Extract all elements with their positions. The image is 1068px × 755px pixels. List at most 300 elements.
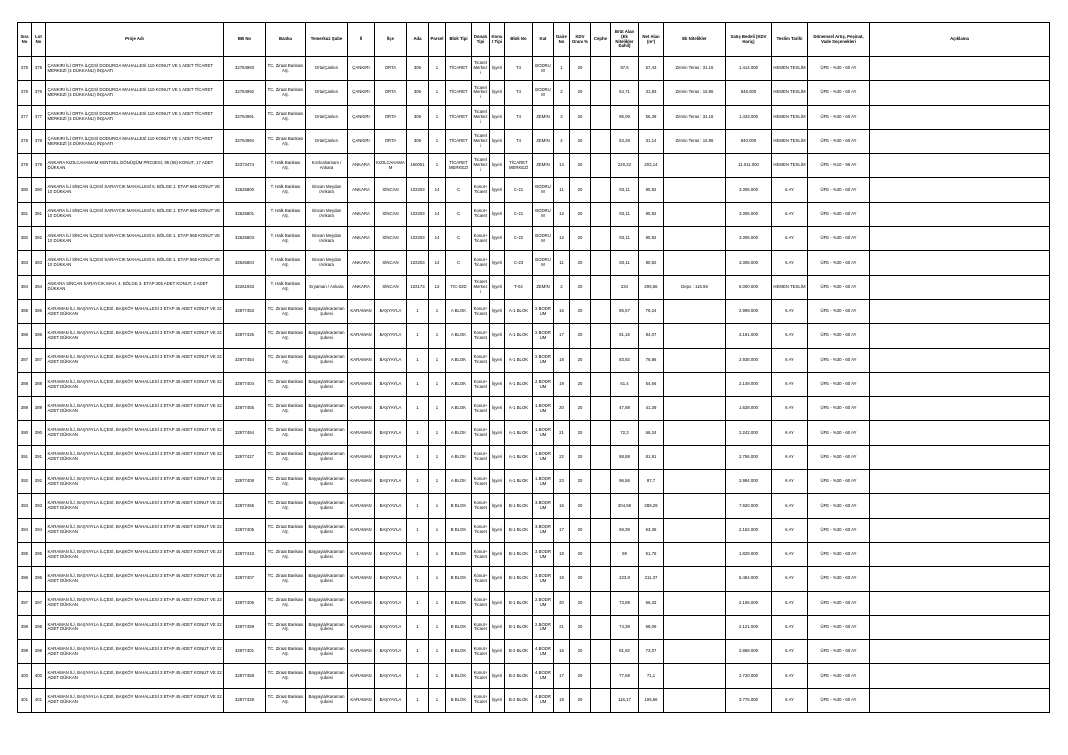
table-cell: Orta/Çankırı — [306, 129, 348, 153]
table-cell — [870, 421, 1050, 445]
table-cell: 380 — [32, 178, 46, 202]
table-cell — [870, 567, 1050, 591]
table-cell — [664, 227, 726, 251]
table-cell: SİNCAN — [375, 227, 407, 251]
table-cell — [591, 178, 611, 202]
table-cell: ÜFE - %30 - 60 AY — [808, 664, 870, 688]
table-cell: KARAMAN — [348, 518, 375, 542]
table-body — [18, 57, 1050, 713]
table-cell — [870, 227, 1050, 251]
table-cell: B BLOK — [446, 518, 472, 542]
table-cell: Başyayla/Karaman şubesi — [306, 494, 348, 518]
table-cell: KARAMAN — [348, 494, 375, 518]
table-cell: ZEMİN — [533, 129, 554, 153]
table-cell: 5.484.000 — [726, 567, 772, 591]
table-cell: 41,39 — [639, 397, 664, 421]
table-cell: Konut+ Ticaret — [472, 299, 490, 323]
table-cell — [870, 688, 1050, 712]
table-cell: 20 — [570, 57, 591, 81]
table-cell: T. Halk Bankası AŞ. — [266, 178, 306, 202]
table-cell: 32877404 — [224, 372, 266, 396]
table-cell: 1 — [429, 81, 446, 105]
table-cell: ÇANKIRI — [348, 57, 375, 81]
table-cell: ANKARA — [348, 202, 375, 226]
table-cell: ÜFE - %30 - 60 AY — [808, 57, 870, 81]
table-cell — [591, 591, 611, 615]
table-cell: KARAMAN — [348, 567, 375, 591]
table-cell: 304,59 — [611, 494, 639, 518]
table-cell: 6 AY — [772, 227, 808, 251]
table-cell: 106,56 — [639, 688, 664, 712]
table-cell — [870, 615, 1050, 639]
column-header: Satış Bedeli (KDV Hariç) — [726, 23, 772, 57]
table-cell: 393 — [18, 494, 32, 518]
column-header: Lot No — [32, 23, 46, 57]
table-cell: T. Halk Bankası AŞ. — [266, 202, 306, 226]
table-cell: 2.BODRUM — [533, 348, 554, 372]
table-cell: 385 — [18, 299, 32, 323]
table-cell: 1 — [429, 421, 446, 445]
table-cell: BAŞYAYLA — [375, 518, 407, 542]
table-cell: B BLOK — [446, 688, 472, 712]
table-row — [18, 129, 1050, 153]
table-row — [18, 178, 1050, 202]
table-cell: 396 — [32, 567, 46, 591]
table-cell: 6 AY — [772, 494, 808, 518]
table-cell: KARAMAN — [348, 324, 375, 348]
table-cell: 16 — [554, 640, 570, 664]
table-cell: 84,07 — [639, 324, 664, 348]
table-cell — [591, 518, 611, 542]
table-cell: 6 AY — [772, 591, 808, 615]
table-cell: B-1 BLOK — [505, 615, 533, 639]
table-cell: 80,82 — [639, 251, 664, 275]
table-cell: 2.149.000 — [726, 372, 772, 396]
table-cell: Ticaret Merkezi — [472, 275, 490, 299]
table-cell: Konut+ Ticaret — [472, 664, 490, 688]
table-cell: ÜFE - %30 - 60 AY — [808, 324, 870, 348]
table-cell: 4.BODRUM — [533, 640, 554, 664]
table-cell: ANKARA — [348, 275, 375, 299]
table-cell: 1 — [407, 688, 429, 712]
table-cell: T4 — [505, 81, 533, 105]
table-cell: 20 — [570, 105, 591, 129]
table-cell: İşyeri — [490, 688, 505, 712]
table-cell: 392 — [32, 470, 46, 494]
table-cell: 102203 — [407, 202, 429, 226]
table-cell: Başyayla/Karaman şubesi — [306, 372, 348, 396]
table-cell: 1 — [407, 372, 429, 396]
table-row — [18, 615, 1050, 639]
table-cell: 11 — [554, 251, 570, 275]
project-name-cell: KARAMAN İLİ, BAŞYAYLA İLÇESİ, BAŞKÖY MAHALLESİ 3 ETAP 45 ADET KONUT VE 22 ADET DÜKKAN — [46, 518, 224, 542]
table-cell: BAŞYAYLA — [375, 299, 407, 323]
table-cell: 1 — [407, 567, 429, 591]
table-cell: 1 — [429, 348, 446, 372]
table-cell: Konut+ Ticaret — [472, 324, 490, 348]
table-cell: 1 — [429, 615, 446, 639]
table-cell: 234 — [611, 275, 639, 299]
table-row — [18, 81, 1050, 105]
table-cell: 20 — [570, 372, 591, 396]
column-header: Cephe — [591, 23, 611, 57]
table-cell: 97,6 — [611, 57, 639, 81]
table-row — [18, 518, 1050, 542]
table-cell: 1.BODRUM — [533, 421, 554, 445]
table-cell — [664, 591, 726, 615]
table-cell: 20 — [570, 445, 591, 469]
table-cell: SİNCAN — [375, 178, 407, 202]
table-cell: A BLOK — [446, 445, 472, 469]
table-cell: 81,81 — [639, 445, 664, 469]
table-cell: C — [446, 202, 472, 226]
table-cell: 1 — [429, 664, 446, 688]
project-name-cell: KARAMAN İLİ, BAŞYAYLA İLÇESİ, BAŞKÖY MAHALLESİ 3 ETAP 45 ADET KONUT VE 22 ADET DÜKKAN — [46, 591, 224, 615]
table-cell: BAŞYAYLA — [375, 372, 407, 396]
table-cell: 206,56 — [639, 275, 664, 299]
table-cell: 76,24 — [639, 299, 664, 323]
table-cell: 20 — [570, 348, 591, 372]
table-cell: A BLOK — [446, 299, 472, 323]
table-cell: 1 — [429, 154, 446, 178]
table-cell: 2.BODRUM — [533, 372, 554, 396]
table-cell: Konut+ Ticaret — [472, 470, 490, 494]
table-cell: 54,71 — [611, 81, 639, 105]
table-cell: İşyeri — [490, 202, 505, 226]
table-cell: 202,14 — [639, 154, 664, 178]
table-cell — [591, 494, 611, 518]
table-cell: 6 AY — [772, 372, 808, 396]
table-cell: 21 — [554, 615, 570, 639]
project-name-cell: KARAMAN İLİ, BAŞYAYLA İLÇESİ, BAŞKÖY MAHALLESİ 3 ETAP 45 ADET KONUT VE 22 ADET DÜKKAN — [46, 615, 224, 639]
table-cell: HEMEN TESLİM — [772, 275, 808, 299]
table-cell: 102203 — [407, 227, 429, 251]
table-cell: Zemin Teras : 31.16 — [664, 57, 726, 81]
table-cell: 32877455 — [224, 397, 266, 421]
table-cell: 22 — [554, 445, 570, 469]
table-cell: 20 — [570, 518, 591, 542]
table-cell: 1 — [407, 348, 429, 372]
table-cell: Başyayla/Karaman şubesi — [306, 542, 348, 566]
table-cell: 6 AY — [772, 470, 808, 494]
table-cell: 6 AY — [772, 178, 808, 202]
table-cell: 381 — [32, 202, 46, 226]
table-cell — [664, 518, 726, 542]
table-cell: C-23 — [505, 251, 533, 275]
table-cell: TC. Ziraat Bankası AŞ. — [266, 372, 306, 396]
table-cell: 63,36 — [639, 518, 664, 542]
table-cell — [591, 470, 611, 494]
table-cell: 2.106.000 — [726, 591, 772, 615]
table-cell: T4 — [505, 57, 533, 81]
table-cell: 31,83 — [639, 81, 664, 105]
table-cell: HEMEN TESLİM — [772, 105, 808, 129]
table-cell: BAŞYAYLA — [375, 567, 407, 591]
table-cell: 840.000 — [726, 129, 772, 153]
table-cell: Eryaman / Ankara — [306, 275, 348, 299]
table-cell: ÜFE - %30 - 60 AY — [808, 470, 870, 494]
table-cell: 400 — [32, 664, 46, 688]
table-cell: 6 AY — [772, 615, 808, 639]
table-cell: 80,82 — [639, 178, 664, 202]
table-cell: 1 — [429, 372, 446, 396]
table-cell: Başyayla/Karaman şubesi — [306, 567, 348, 591]
table-cell: 13 — [429, 275, 446, 299]
table-cell: BAŞYAYLA — [375, 494, 407, 518]
table-cell: KARAMAN — [348, 615, 375, 639]
table-cell: İşyeri — [490, 227, 505, 251]
table-cell: TC. Ziraat Bankası AŞ. — [266, 299, 306, 323]
table-cell: KARAMAN — [348, 664, 375, 688]
table-cell: 6 AY — [772, 397, 808, 421]
table-cell: Zemin Teras : 15.96 — [664, 81, 726, 105]
column-header: Parsel — [429, 23, 446, 57]
table-cell: 1 — [429, 129, 446, 153]
table-cell: İşyeri — [490, 299, 505, 323]
table-row — [18, 324, 1050, 348]
table-cell: 61,4 — [611, 372, 639, 396]
table-cell: BAŞYAYLA — [375, 615, 407, 639]
table-cell: 1 — [429, 105, 446, 129]
table-cell: 16 — [554, 494, 570, 518]
table-cell: TC. Ziraat Bankası AŞ. — [266, 567, 306, 591]
table-cell: 96,56 — [611, 470, 639, 494]
table-cell: KARAMAN — [348, 421, 375, 445]
table-cell: KARAMAN — [348, 470, 375, 494]
table-cell — [591, 251, 611, 275]
table-cell: ZEMİN — [533, 275, 554, 299]
table-cell: 18 — [554, 542, 570, 566]
table-cell: İşyeri — [490, 105, 505, 129]
project-name-cell: ANKARA KIZILCAHAMAM KENTSEL DÖNÜŞÜM PROJESİ, 95 (65) KONUT, 17 ADET DÜKKAN — [46, 154, 224, 178]
table-cell: 376 — [18, 81, 32, 105]
table-cell: ÜFE - %30 - 60 AY — [808, 348, 870, 372]
table-cell: 1.BODRUM — [533, 470, 554, 494]
table-cell: Konut+ Ticaret — [472, 591, 490, 615]
project-name-cell: KARAMAN İLİ, BAŞYAYLA İLÇESİ, BAŞKÖY MAHALLESİ 3 ETAP 45 ADET KONUT VE 22 ADET DÜKKAN — [46, 397, 224, 421]
table-row — [18, 275, 1050, 299]
table-cell: TC. Ziraat Bankası AŞ. — [266, 129, 306, 153]
listing-table — [17, 22, 1050, 713]
table-cell: 20 — [570, 494, 591, 518]
table-cell: TC. Ziraat Bankası AŞ. — [266, 324, 306, 348]
table-cell: 382 — [32, 227, 46, 251]
table-cell: 6 AY — [772, 688, 808, 712]
table-cell: 1 — [407, 542, 429, 566]
table-cell: 32877406 — [224, 591, 266, 615]
table-cell: A-1 BLOK — [505, 397, 533, 421]
table-cell: 3 — [554, 105, 570, 129]
table-cell: ÜFE - %30 - 60 AY — [808, 421, 870, 445]
table-cell: 32261933 — [224, 275, 266, 299]
table-cell: 32764993 — [224, 57, 266, 81]
table-cell: TİCARET — [446, 105, 472, 129]
table-cell: Ticaret Merkezi — [472, 57, 490, 81]
table-cell: 102203 — [407, 251, 429, 275]
table-cell: Konut+ Ticaret — [472, 348, 490, 372]
table-cell: 3.306.000 — [726, 227, 772, 251]
table-cell — [591, 640, 611, 664]
table-cell: ÜFE - %30 - 60 AY — [808, 251, 870, 275]
table-cell: 1 — [407, 664, 429, 688]
table-cell — [664, 445, 726, 469]
table-cell: 1 — [429, 470, 446, 494]
table-cell: 57,43 — [639, 57, 664, 81]
table-cell: 2.BODRUM — [533, 591, 554, 615]
table-cell: 2.720.000 — [726, 664, 772, 688]
column-header: Ek Nitelikler — [664, 23, 726, 57]
table-cell: 32626801 — [224, 202, 266, 226]
table-cell: 1.BODRUM — [533, 445, 554, 469]
project-name-cell: KARAMAN İLİ, BAŞYAYLA İLÇESİ, BAŞKÖY MAHALLESİ 3 ETAP 45 ADET KONUT VE 22 ADET DÜKKAN — [46, 567, 224, 591]
table-cell — [664, 299, 726, 323]
table-cell: 390 — [32, 421, 46, 445]
table-cell: 1 — [407, 324, 429, 348]
table-cell: İşyeri — [490, 57, 505, 81]
table-cell: 6.000.000 — [726, 275, 772, 299]
project-name-cell: ANKARA İLİ SİNCAN İLÇESİ SARAYCIK MAHALLESİ 6. BÖLGE 1. ETAP 565 KONUT VE 10 DÜKKAN — [46, 251, 224, 275]
table-cell — [870, 518, 1050, 542]
table-cell: 102173 — [407, 275, 429, 299]
project-name-cell: ÇANKIRI İLİ ORTA İLÇESİ DODURGA MAHALLESİ 110 KONUT VE 1 ADET TİCARET MERKEZİ (4 DÜKKANLI) İNŞAATI — [46, 57, 224, 81]
table-cell: B-1 BLOK — [505, 494, 533, 518]
table-cell: 1 — [554, 57, 570, 81]
table-cell: SİNCAN — [375, 251, 407, 275]
table-cell: 306 — [407, 129, 429, 153]
table-cell: A-1 BLOK — [505, 299, 533, 323]
table-row — [18, 57, 1050, 81]
table-row — [18, 494, 1050, 518]
table-cell: 384 — [32, 275, 46, 299]
table-cell: 375 — [18, 57, 32, 81]
table-cell — [591, 227, 611, 251]
table-cell: 20 — [570, 421, 591, 445]
table-cell: BAŞYAYLA — [375, 542, 407, 566]
table-cell: 2.242.000 — [726, 421, 772, 445]
table-cell — [664, 251, 726, 275]
table-cell: 32877427 — [224, 445, 266, 469]
table-cell — [870, 542, 1050, 566]
table-cell: B BLOK — [446, 542, 472, 566]
table-cell: BAŞYAYLA — [375, 324, 407, 348]
table-cell: 21 — [554, 421, 570, 445]
table-cell: T. Halk Bankası AŞ. — [266, 275, 306, 299]
table-cell: ORTA — [375, 105, 407, 129]
table-row — [18, 348, 1050, 372]
table-cell: Sincan Meydan /Ankara — [306, 178, 348, 202]
table-cell — [870, 57, 1050, 81]
column-header: Brüt Alan (Ek Nitelikler Dahil) — [611, 23, 639, 57]
table-cell: 306 — [407, 81, 429, 105]
table-row — [18, 445, 1050, 469]
table-cell: 1 — [407, 615, 429, 639]
table-cell: T. Halk Bankası AŞ. — [266, 227, 306, 251]
table-cell — [591, 688, 611, 712]
table-cell: ÜFE - %30 - 60 AY — [808, 615, 870, 639]
table-cell: 396 — [18, 567, 32, 591]
table-row — [18, 299, 1050, 323]
table-cell: 1 — [407, 397, 429, 421]
table-cell: 1 — [429, 57, 446, 81]
table-cell: 20 — [570, 251, 591, 275]
table-row — [18, 542, 1050, 566]
table-cell: 398 — [32, 615, 46, 639]
table-cell: İşyeri — [490, 542, 505, 566]
table-row — [18, 397, 1050, 421]
table-cell: TC. Ziraat Bankası AŞ. — [266, 421, 306, 445]
table-row — [18, 470, 1050, 494]
table-cell: 385 — [32, 299, 46, 323]
table-cell: 2.152.000 — [726, 518, 772, 542]
table-cell: 383 — [32, 251, 46, 275]
project-name-cell: KARAMAN İLİ, BAŞYAYLA İLÇESİ, BAŞKÖY MAHALLESİ 3 ETAP 45 ADET KONUT VE 22 ADET DÜKKAN — [46, 470, 224, 494]
header-row — [18, 23, 1050, 57]
table-cell: KIZILCAHAMAM — [375, 154, 407, 178]
table-cell: İşyeri — [490, 324, 505, 348]
table-cell — [870, 470, 1050, 494]
table-cell: A BLOK — [446, 372, 472, 396]
table-cell: TC. Ziraat Bankası AŞ. — [266, 518, 306, 542]
table-cell: 32877407 — [224, 567, 266, 591]
table-cell: ANKARA — [348, 251, 375, 275]
table-cell — [664, 202, 726, 226]
table-cell: 389 — [18, 397, 32, 421]
table-cell — [664, 688, 726, 712]
table-cell — [664, 615, 726, 639]
table-cell: 47,88 — [611, 397, 639, 421]
table-cell: ÜFE - %30 - 60 AY — [808, 227, 870, 251]
table-cell: 19 — [554, 372, 570, 396]
project-name-cell: KARAMAN İLİ, BAŞYAYLA İLÇESİ, BAŞKÖY MAHALLESİ 3 ETAP 45 ADET KONUT VE 22 ADET DÜKKAN — [46, 542, 224, 566]
table-cell: 32877458 — [224, 664, 266, 688]
table-cell: T. Halk Bankası AŞ. — [266, 251, 306, 275]
project-name-cell: ÇANKIRI İLİ ORTA İLÇESİ DODURGA MAHALLESİ 110 KONUT VE 1 ADET TİCARET MERKEZİ (4 DÜKKANLI) İNŞAATI — [46, 105, 224, 129]
table-cell: Konut+ Ticaret — [472, 518, 490, 542]
table-cell: 306 — [407, 105, 429, 129]
table-cell — [591, 348, 611, 372]
table-cell: İşyeri — [490, 178, 505, 202]
table-cell: 32877464 — [224, 421, 266, 445]
table-cell: 81,92 — [611, 640, 639, 664]
table-cell: A BLOK — [446, 324, 472, 348]
table-cell: BAŞYAYLA — [375, 664, 407, 688]
table-cell: 3.BODRUM — [533, 567, 554, 591]
table-cell — [870, 129, 1050, 153]
table-cell: 375 — [32, 57, 46, 81]
table-cell: 160051 — [407, 154, 429, 178]
table-cell: Ticaret Merkezi — [472, 105, 490, 129]
table-cell — [664, 348, 726, 372]
table-cell: 379 — [18, 154, 32, 178]
table-cell: 2.868.000 — [726, 640, 772, 664]
table-cell: 6 AY — [772, 664, 808, 688]
table-cell: 32877428 — [224, 688, 266, 712]
table-cell: 66,24 — [639, 421, 664, 445]
table-cell: TIC-02D — [446, 275, 472, 299]
table-cell: Konut+ Ticaret — [472, 227, 490, 251]
table-cell: 399 — [32, 640, 46, 664]
table-cell — [870, 105, 1050, 129]
table-cell: TC. Ziraat Bankası AŞ. — [266, 640, 306, 664]
table-cell: 2.756.000 — [726, 445, 772, 469]
table-cell — [870, 445, 1050, 469]
table-cell: B-2 BLOK — [505, 664, 533, 688]
table-cell: 4.BODRUM — [533, 664, 554, 688]
table-cell: Orta/Çankırı — [306, 81, 348, 105]
table-cell: 17 — [554, 664, 570, 688]
table-cell: B-1 BLOK — [505, 567, 533, 591]
table-cell: C-21 — [505, 202, 533, 226]
